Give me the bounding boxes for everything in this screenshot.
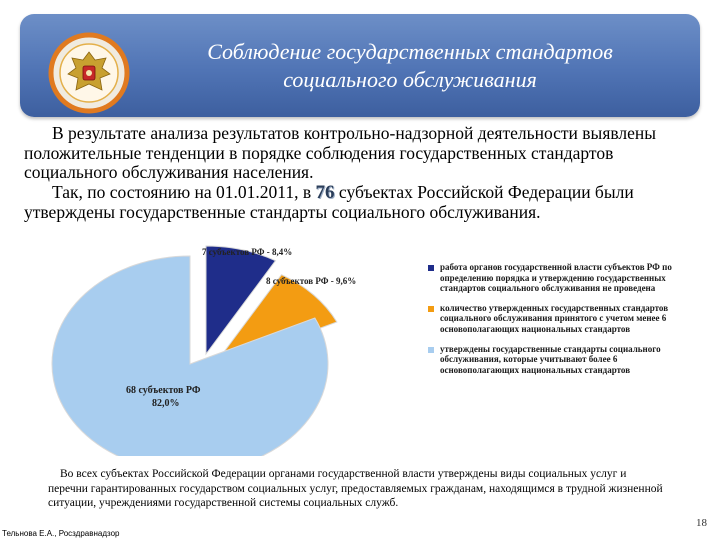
legend-text-not-conducted: работа органов государственной власти субъектов РФ по определению порядка и утверждению государственных стандартов социального обслуживания не проведена: [440, 262, 672, 294]
intro-paragraph-2-end: субъектах Российской Федерации были утверждены государственные стандарты социального обслуживания.: [24, 182, 634, 222]
legend-item-not-conducted: [428, 262, 690, 294]
coat-of-arms-emblem: [48, 32, 130, 114]
chart-legend: [428, 262, 690, 382]
footer-paragraph: Во всех субъектах Российской Федерации органами государственной власти утверждены виды социальных услуг и перечни гарантированных государством социальных услуг, предоставляемых гражданам, находящимся в трудной жизненной ситуации, учреждениями государственной системы социальных служб.: [48, 468, 663, 509]
page-number: 18: [696, 517, 707, 529]
legend-item-less-than-6: [428, 303, 690, 335]
legend-swatch-dark-blue: [428, 265, 434, 271]
intro-paragraph-2: [24, 183, 704, 222]
slice-label-7-subjects: 7 субъектов РФ - 8,4%: [202, 247, 293, 257]
title-banner: [20, 14, 700, 117]
legend-swatch-light-blue: [428, 347, 434, 353]
author-credit: Тельнова Е.А., Росздравнадзор: [2, 529, 120, 538]
slice-label-68-subjects: 68 субъектов РФ: [126, 385, 201, 396]
slice-label-8-subjects: 8 субъектов РФ - 9,6%: [266, 276, 357, 286]
legend-text-less-than-6: количество утвержденных государственных стандартов социального обслуживания принятого с учетом менее 6 основополагающих национальных стандартов: [440, 302, 669, 334]
intro-paragraph-1: В результате анализа результатов контрольно-надзорной деятельности выявлены положительные тенденции в порядке соблюдения государственных стандартов социального обслуживания населения.: [24, 123, 657, 182]
legend-item-more-than-6: [428, 344, 690, 376]
highlight-number: 76: [315, 182, 335, 203]
page-title-line-2: социального обслуживания: [283, 67, 537, 92]
intro-paragraph-2-start: Так, по состоянию на 01.01.2011, в: [52, 182, 316, 202]
page-title: [130, 38, 690, 94]
pie-chart: [30, 236, 430, 456]
legend-swatch-orange: [428, 306, 434, 312]
page-title-line-1: Соблюдение государственных стандартов: [207, 39, 613, 64]
slice-label-68-percent: 82,0%: [152, 398, 180, 409]
legend-text-more-than-6: утверждены государственные стандарты социального обслуживания, которые учитывают более 6 основополагающих национальных стандартов: [440, 343, 661, 375]
